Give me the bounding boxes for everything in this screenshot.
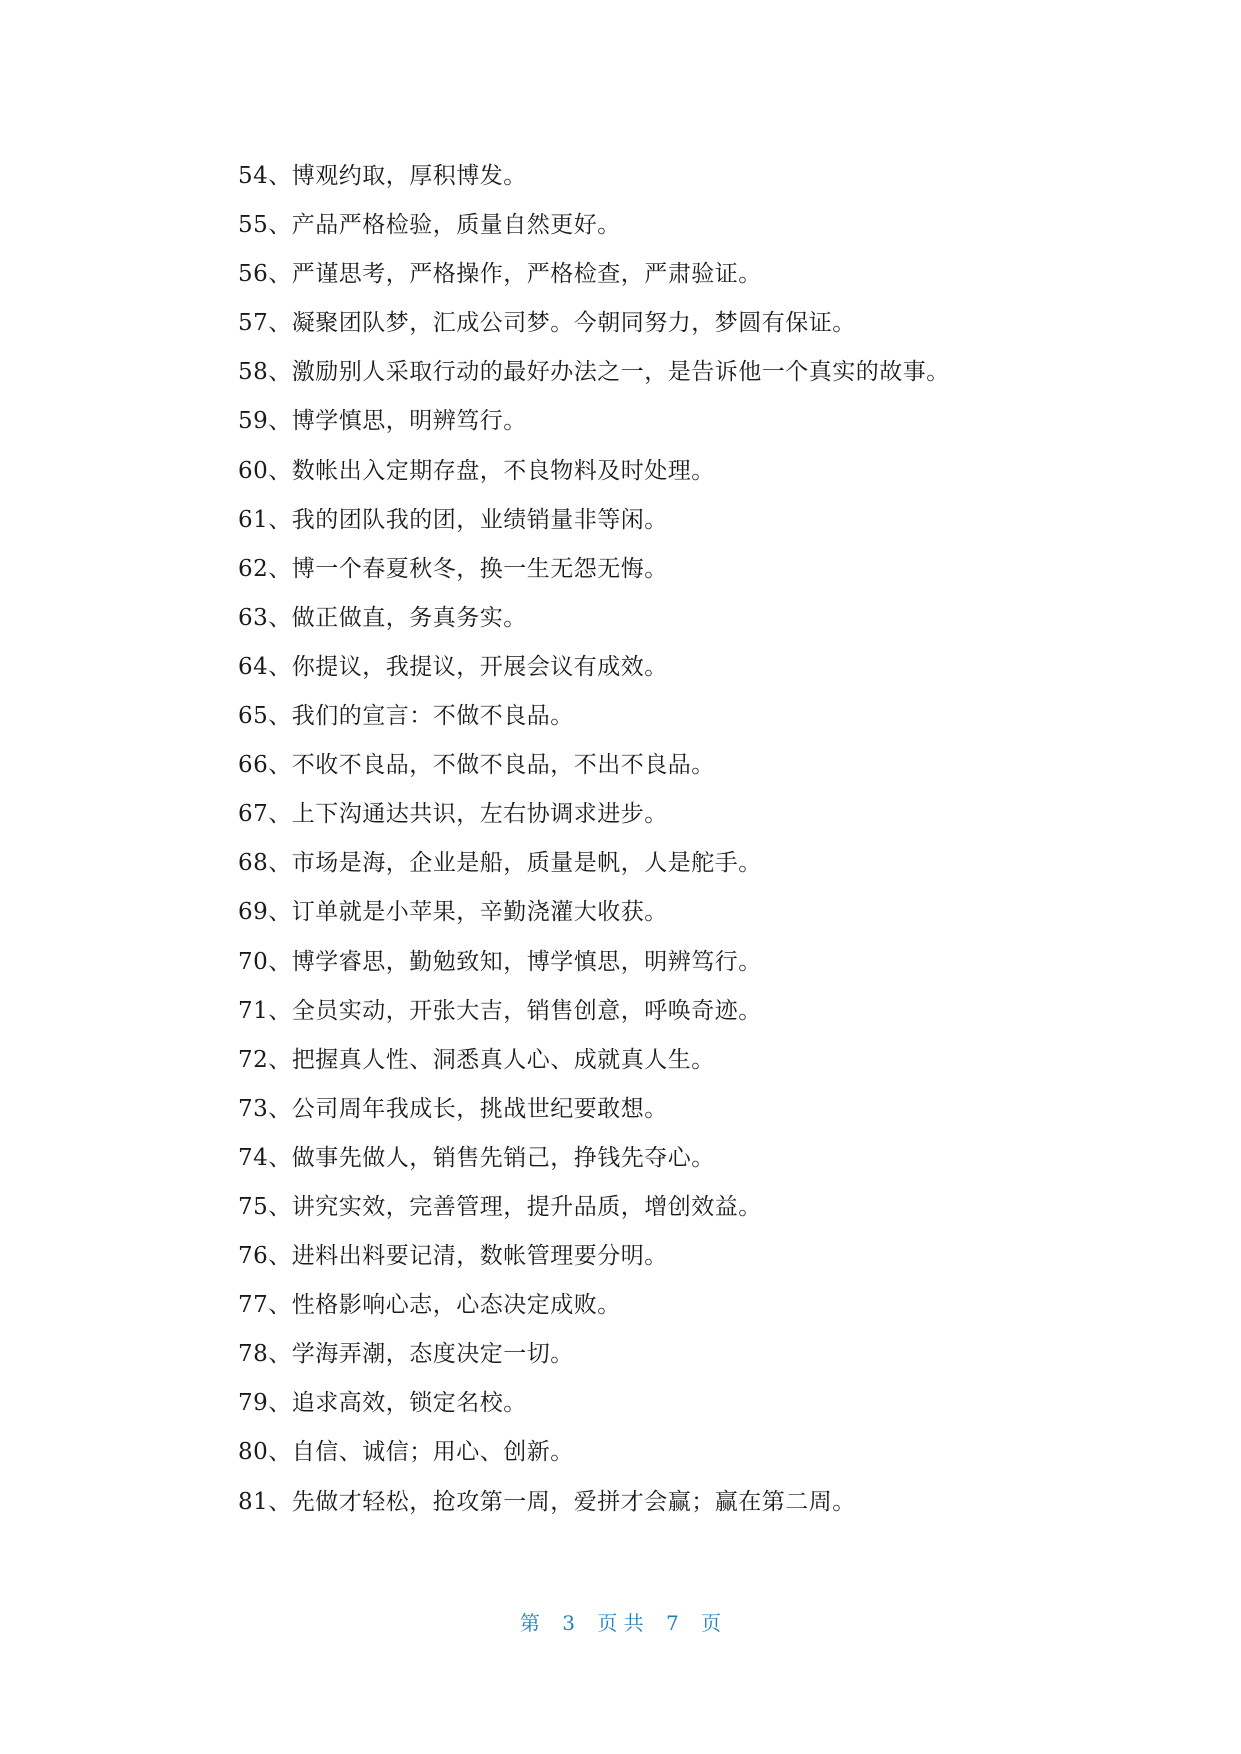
list-item [238,888,1038,937]
list-item [238,299,1038,348]
list-item-separator: 、 [268,261,292,288]
list-item [238,987,1038,1036]
list-item-number: 79 [238,1390,269,1417]
list-item-separator: 、 [268,1488,292,1515]
slogan-list [238,152,1038,1527]
list-item-text: 你提议，我提议，开展会议有成效。 [291,653,668,680]
list-item-number: 80 [238,1439,269,1466]
list-item-number: 57 [238,310,269,337]
list-item-number: 67 [238,801,269,828]
list-item-text: 我的团队我的团，业绩销量非等闲。 [291,506,668,533]
list-item-number: 72 [238,1046,269,1073]
list-item-number: 66 [238,752,269,779]
list-item-separator: 、 [268,1144,292,1171]
list-item-number: 54 [238,163,269,189]
list-item-text: 市场是海，企业是船，质量是帆，人是舵手。 [291,850,762,877]
list-item [238,152,1038,201]
list-item [238,839,1038,888]
list-item-separator: 、 [268,457,292,484]
list-item-number: 64 [238,653,269,680]
list-item-separator: 、 [268,1193,292,1220]
list-item-number: 75 [238,1193,269,1220]
list-item-text: 严谨思考，严格操作，严格检查，严肃验证。 [291,261,762,288]
list-item-number: 60 [238,457,269,484]
list-item-text: 性格影响心志，心态决定成败。 [291,1292,621,1319]
list-item [238,348,1038,397]
list-item-separator: 、 [268,752,292,779]
list-item [238,790,1038,839]
list-item-number: 71 [238,997,269,1024]
list-item-number: 55 [238,212,269,239]
list-item-text: 自信、诚信；用心、创新。 [291,1439,574,1466]
list-item-separator: 、 [268,899,292,926]
list-item-text: 公司周年我成长，挑战世纪要敢想。 [291,1095,668,1122]
list-item-separator: 、 [268,555,292,582]
list-item-text: 追求高效，锁定名校。 [291,1390,527,1417]
list-item-text: 激励别人采取行动的最好办法之一，是告诉他一个真实的故事。 [291,359,950,386]
list-item-separator: 、 [268,163,292,189]
list-item-text: 做正做直，务真务实。 [291,604,527,631]
footer-total-pages: 7 [666,1611,679,1635]
list-item [238,447,1038,496]
list-item-text: 讲究实效，完善管理，提升品质，增创效益。 [291,1193,762,1220]
list-item-text: 学海弄潮，态度决定一切。 [291,1341,574,1368]
list-item-number: 74 [238,1144,269,1171]
list-item-number: 78 [238,1341,269,1368]
list-item-number: 63 [238,604,269,631]
list-item-text: 上下沟通达共识，左右协调求进步。 [291,801,668,828]
list-item [238,1478,1038,1527]
list-item-separator: 、 [268,604,292,631]
footer-middle: 页 共 [597,1611,644,1635]
list-item-separator: 、 [268,359,292,386]
list-item [238,741,1038,790]
list-item-text: 做事先做人，销售先销己，挣钱先夺心。 [291,1144,715,1171]
list-item-text: 凝聚团队梦，汇成公司梦。今朝同努力，梦圆有保证。 [291,310,856,337]
list-item-text: 把握真人性、洞悉真人心、成就真人生。 [291,1046,715,1073]
list-item-text: 博一个春夏秋冬，换一生无怨无悔。 [291,555,668,582]
list-item [238,594,1038,643]
list-item-text: 全员实动，开张大吉，销售创意，呼唤奇迹。 [291,997,762,1024]
list-item-number: 58 [238,359,269,386]
list-item [238,397,1038,446]
list-item-text: 博学慎思，明辨笃行。 [291,408,527,435]
list-item-separator: 、 [268,850,292,877]
list-item-separator: 、 [268,1046,292,1073]
list-item-separator: 、 [268,703,292,730]
list-item-separator: 、 [268,1292,292,1319]
list-item-separator: 、 [268,1390,292,1417]
list-item [238,1379,1038,1428]
list-item-number: 65 [238,703,269,730]
list-item-separator: 、 [268,1243,292,1270]
page-footer [0,1607,1241,1636]
list-item-number: 81 [238,1488,269,1515]
list-item-separator: 、 [268,506,292,533]
list-item-number: 70 [238,948,269,975]
list-item-text: 数帐出入定期存盘，不良物料及时处理。 [291,457,715,484]
list-item-number: 62 [238,555,269,582]
list-item-text: 进料出料要记清，数帐管理要分明。 [291,1243,668,1270]
list-item-separator: 、 [268,408,292,435]
footer-suffix: 页 [701,1611,722,1635]
list-item [238,643,1038,692]
list-item [238,250,1038,299]
list-item-separator: 、 [268,310,292,337]
list-item-text: 产品严格检验，质量自然更好。 [291,212,621,239]
list-item-number: 69 [238,899,269,926]
list-item-number: 73 [238,1095,269,1122]
list-item-separator: 、 [268,212,292,239]
list-item [238,1428,1038,1477]
list-item-separator: 、 [268,801,292,828]
list-item [238,1183,1038,1232]
list-item [238,1085,1038,1134]
list-item [238,1330,1038,1379]
list-item [238,545,1038,594]
list-item-separator: 、 [268,997,292,1024]
list-item-text: 先做才轻松，抢攻第一周，爱拼才会赢；赢在第二周。 [291,1488,856,1515]
list-item-text: 博学睿思，勤勉致知，博学慎思，明辨笃行。 [291,948,762,975]
list-item [238,1232,1038,1281]
list-item-number: 61 [238,506,269,533]
list-item-text: 不收不良品，不做不良品，不出不良品。 [291,752,715,779]
list-item [238,496,1038,545]
list-item [238,1134,1038,1183]
list-item-number: 56 [238,261,269,288]
list-item-text: 我们的宣言：不做不良品。 [291,703,574,730]
list-item-number: 68 [238,850,269,877]
list-item-separator: 、 [268,653,292,680]
list-item-separator: 、 [268,1439,292,1466]
list-item-separator: 、 [268,1341,292,1368]
list-item [238,201,1038,250]
list-item [238,1036,1038,1085]
footer-prefix: 第 [519,1611,540,1635]
list-item [238,938,1038,987]
list-item-separator: 、 [268,1095,292,1122]
list-item-number: 76 [238,1243,269,1270]
list-item-text: 博观约取，厚积博发。 [291,163,527,189]
list-item-text: 订单就是小苹果，辛勤浇灌大收获。 [291,899,668,926]
list-item [238,1281,1038,1330]
footer-current-page: 3 [562,1611,575,1635]
list-item-number: 59 [238,408,269,435]
list-item [238,692,1038,741]
list-item-number: 77 [238,1292,269,1319]
list-item-separator: 、 [268,948,292,975]
